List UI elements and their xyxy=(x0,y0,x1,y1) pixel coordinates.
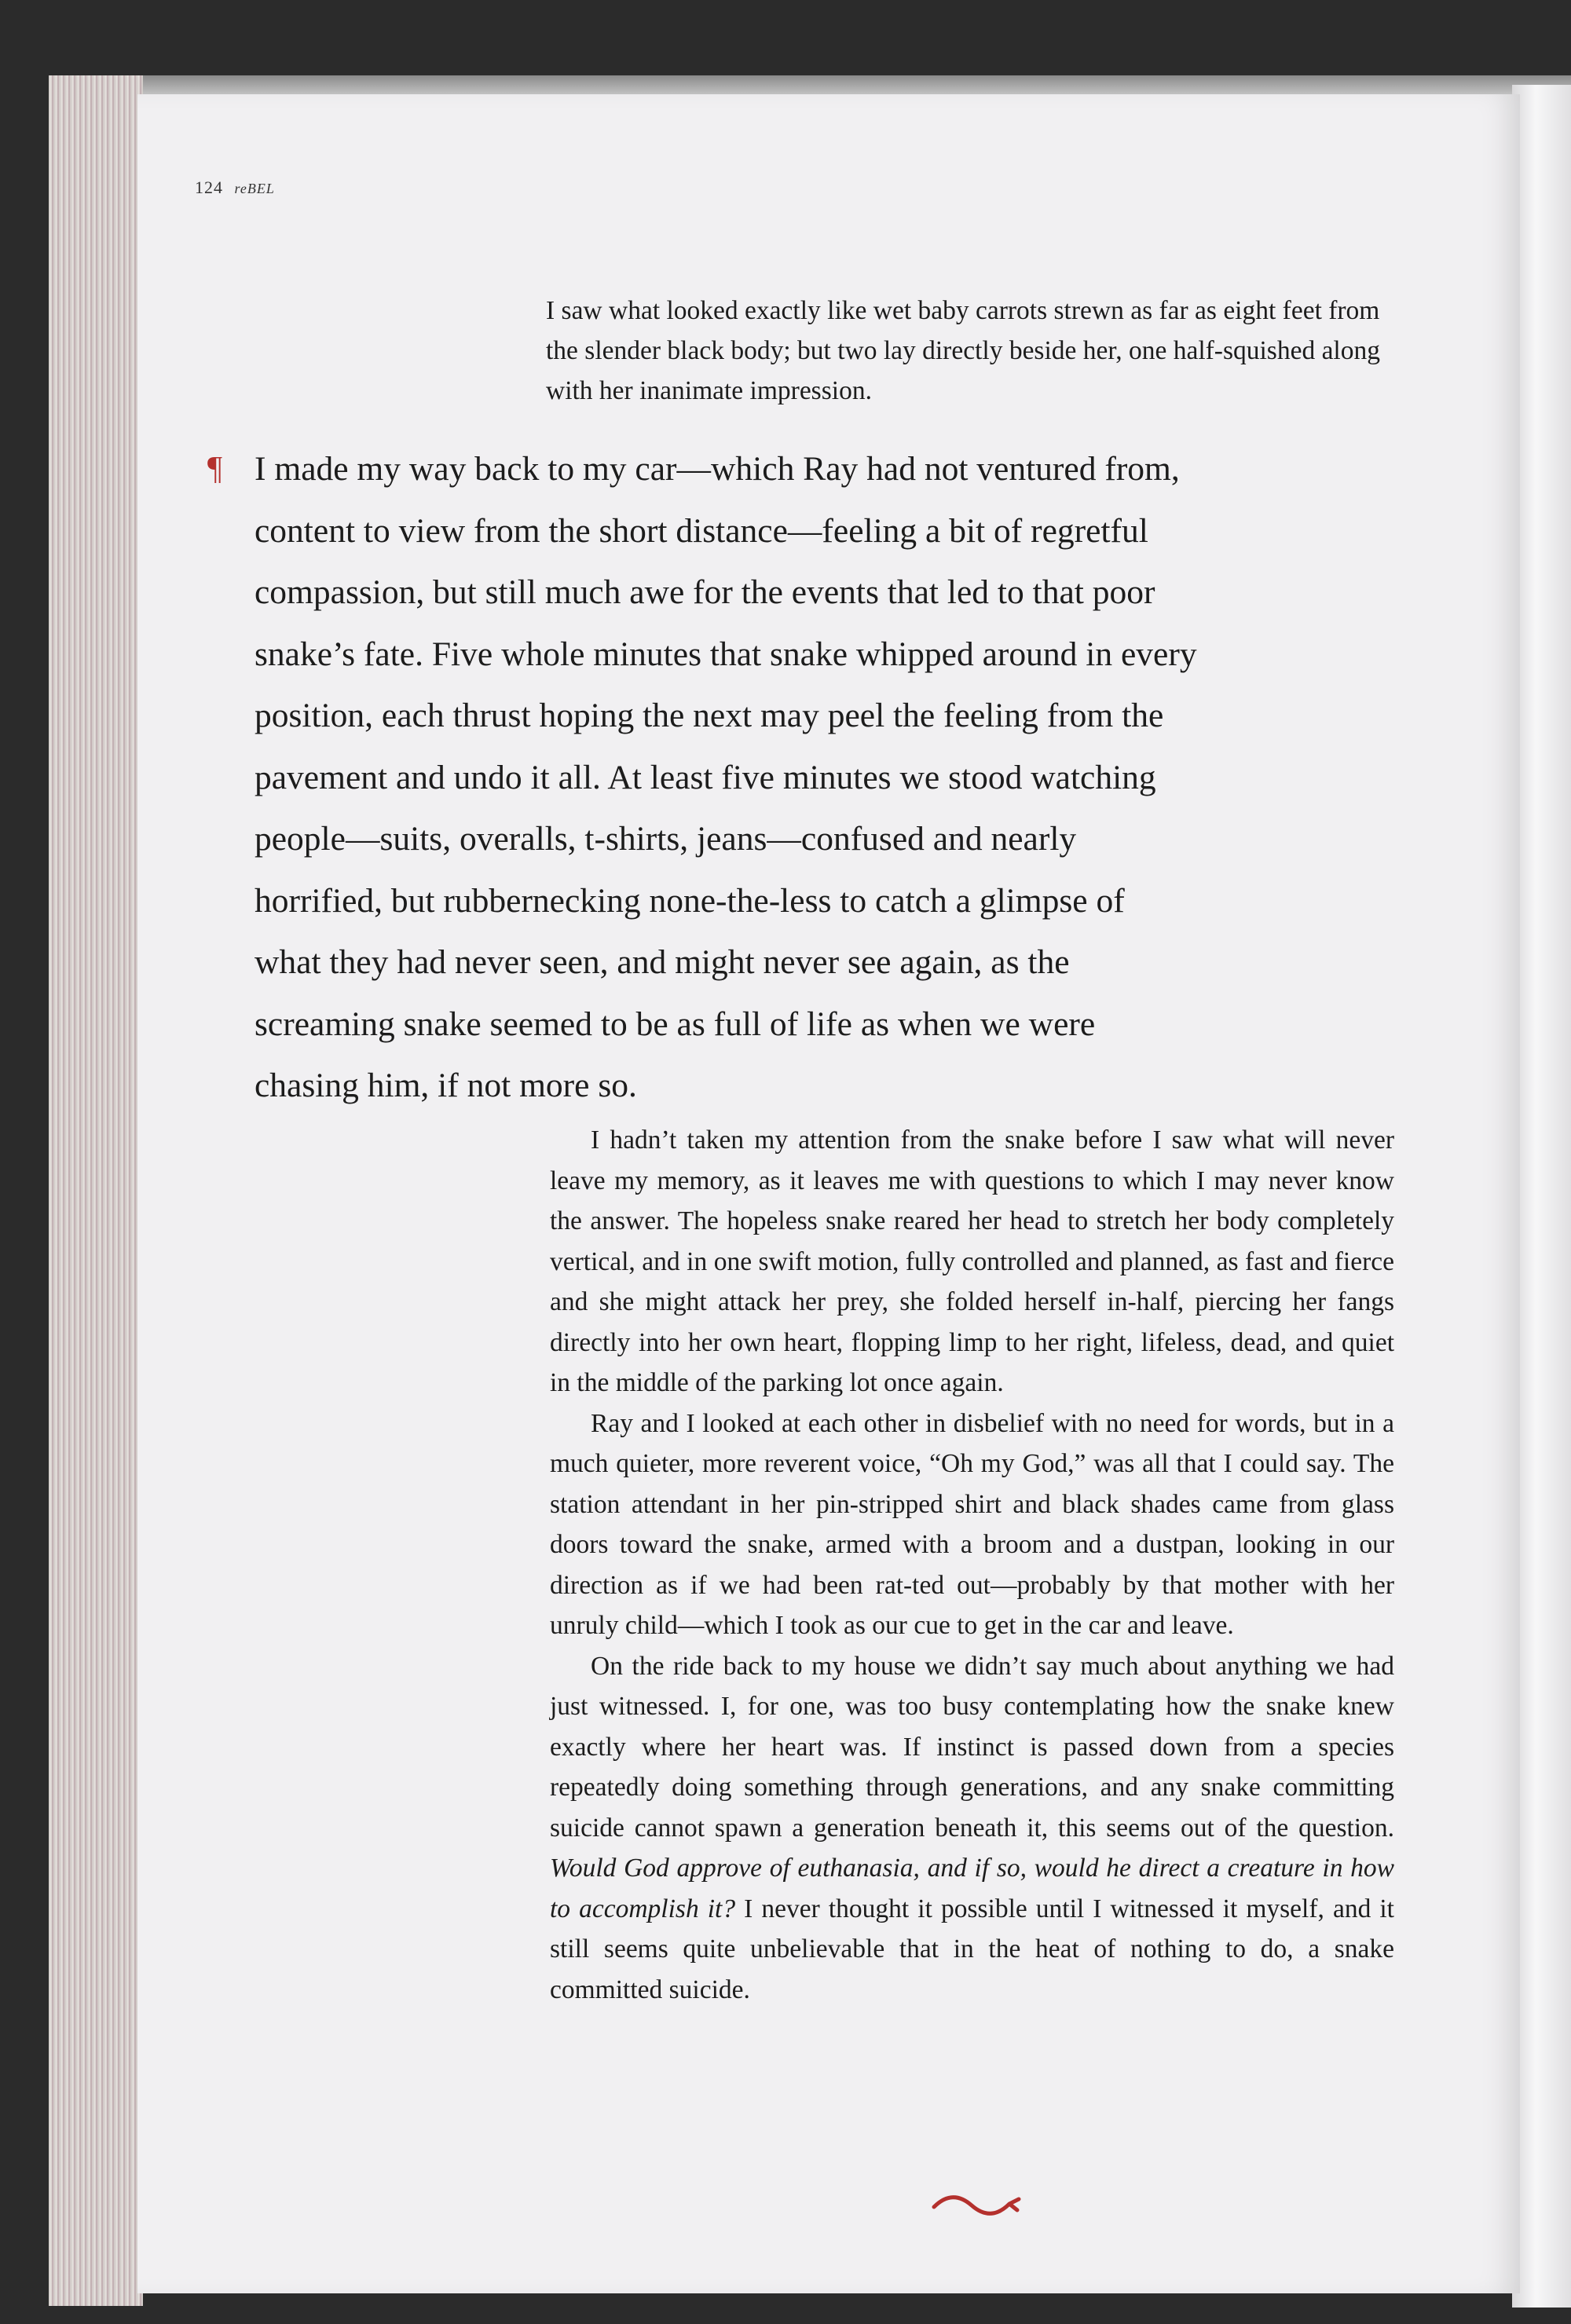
page-number: 124 xyxy=(195,178,223,197)
body-paragraph-2: Ray and I looked at each other in disbelief with no need for words, but in a much quieter, more reverent voice, “Oh my God,” was all that I could say. The station attendant in her pin-stripped shirt and black shades came from glass doors toward the snake, armed with a broom and a dustpan, looking in our direction as if we had been rat-ted out—probably by that mother with her unruly child—which I took as our cue to get in the car and leave. xyxy=(550,1408,1394,1640)
pilcrow-mark: ¶ xyxy=(207,451,223,487)
page-stack-edge xyxy=(49,75,143,2306)
pull-quote-line: I made my way back to my car—which Ray had not ventured from, xyxy=(255,450,1180,488)
pull-quote xyxy=(207,438,1375,1117)
body-text xyxy=(550,1120,1394,2010)
running-header xyxy=(195,178,275,198)
section-ornament-icon xyxy=(931,2190,1025,2221)
body-paragraph-3-end: I never thought it possible until I witnessed it myself, and it still seems quite unbelievable that in the heat of nothing to do, a snake committed suicide. xyxy=(550,1894,1394,2004)
pull-quote-line: chasing him, if not more so. xyxy=(255,1067,637,1104)
book-title: reBEL xyxy=(234,181,275,196)
body-paragraph-3-start: On the ride back to my house we didn’t say much about anything we had just witnessed. I, for one, was too busy contemplating how the snake knew exactly where her heart was. If instinct is passed down from a species repeatedly doing something through generations, and any snake committing suicide cannot spawn a generation beneath it, this seems out of the question. xyxy=(550,1651,1394,1843)
pull-quote-line: what they had never seen, and might never see again, as the xyxy=(255,943,1070,981)
book-spine xyxy=(1512,85,1571,2308)
pull-quote-line: snake’s fate. Five whole minutes that snake whipped around in every xyxy=(255,635,1197,673)
intro-paragraph: I saw what looked exactly like wet baby carrots strewn as far as eight feet from the slender black body; but two lay directly beside her, one half-squished along with her inanimate impression. xyxy=(546,296,1380,405)
body-paragraph-3-italic: Would God approve of euthanasia, and if so, would he direct a creature in how to accomplish it? xyxy=(550,1854,1394,1923)
body-paragraph-3 xyxy=(550,1646,1394,2011)
pull-quote-line: screaming snake seemed to be as full of life as when we were xyxy=(255,1005,1096,1043)
body-paragraph-1: I hadn’t taken my attention from the snake before I saw what will never leave my memory, as it leaves me with questions to which I may never know the answer. The hopeless snake reared her head to stretch her body completely vertical, and in one swift motion, fully controlled and planned, as fast and fierce and she might attack her prey, she folded herself in-half, piercing her fangs directly into her own heart, flopping limp to her right, lifeless, dead, and quiet in the middle of the parking lot once again. xyxy=(550,1125,1394,1397)
pull-quote-line: pavement and undo it all. At least five minutes we stood watching xyxy=(255,758,1156,796)
pull-quote-line: compassion, but still much awe for the events that led to that poor xyxy=(255,573,1155,611)
pull-quote-line: position, each thrust hoping the next may peel the feeling from the xyxy=(255,697,1164,734)
pull-quote-line: people—suits, overalls, t-shirts, jeans—confused and nearly xyxy=(255,820,1077,858)
pull-quote-line: horrified, but rubbernecking none-the-less to catch a glimpse of xyxy=(255,881,1125,920)
pull-quote-line: content to view from the short distance—feeling a bit of regretful xyxy=(255,511,1148,550)
